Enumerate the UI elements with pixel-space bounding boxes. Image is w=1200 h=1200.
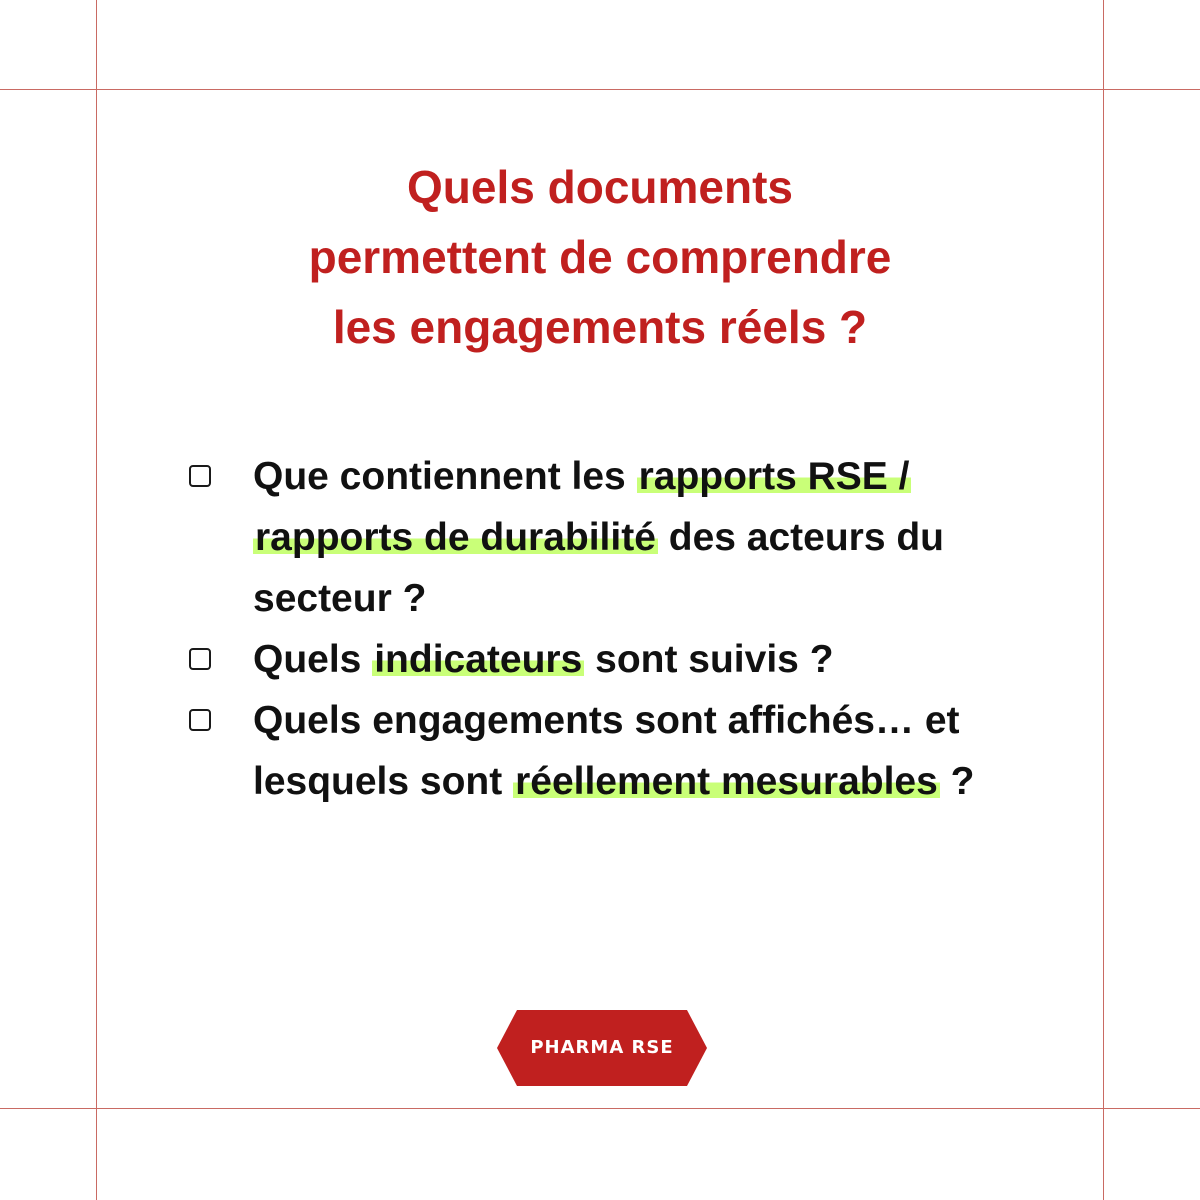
highlighted-text: rapports RSE / rapports de durabilité	[255, 455, 910, 559]
badge-label: PHARMA RSE	[530, 1037, 674, 1058]
checklist	[186, 446, 1006, 812]
checklist-item	[186, 629, 1006, 690]
guide-line-bottom	[0, 1108, 1200, 1109]
checkbox[interactable]	[189, 465, 211, 487]
item-text: ?	[939, 760, 975, 803]
item-text: Que contiennent les	[253, 455, 637, 498]
item-text: sont suivis ?	[584, 638, 834, 681]
item-text: Quels engagements sont affichés… et lesquels sont	[253, 699, 960, 803]
highlighted-text: indicateurs	[374, 638, 583, 681]
title-line: Quels documents	[407, 161, 793, 213]
title-line: permettent de comprendre	[308, 231, 892, 283]
checkbox[interactable]	[189, 648, 211, 670]
brand-badge	[497, 1010, 707, 1086]
checklist-item	[186, 690, 1006, 812]
highlighted-text: réellement mesurables	[515, 760, 938, 803]
guide-line-top	[0, 89, 1200, 90]
page-title	[0, 152, 1200, 362]
checkbox[interactable]	[189, 709, 211, 731]
title-line: les engagements réels ?	[332, 301, 868, 353]
item-text: Quels	[253, 638, 373, 681]
checklist-item	[186, 446, 1006, 629]
item-text: des acteurs du secteur ?	[253, 516, 945, 620]
